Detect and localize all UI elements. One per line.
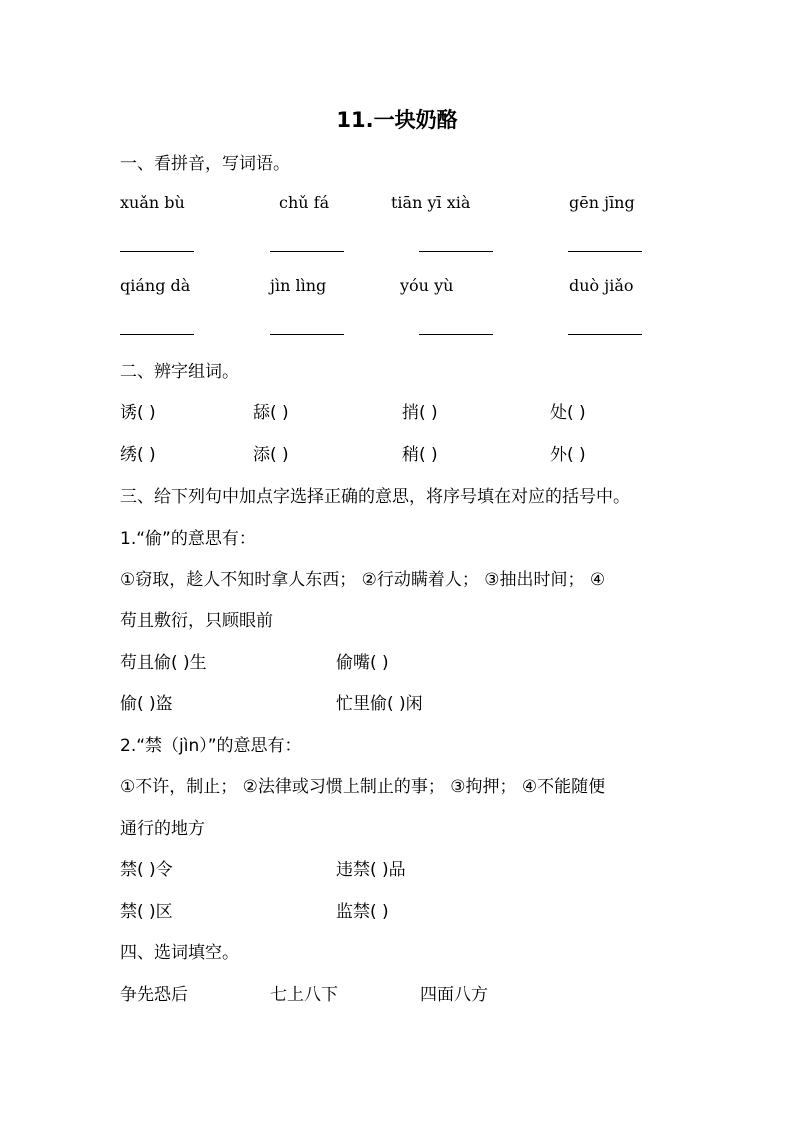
question2-label: 2.“禁（jìn）”的意思有： — [120, 736, 302, 756]
pinyin-item: yóu yù — [400, 276, 454, 295]
fill-item: 禁( )区 — [120, 902, 173, 922]
page-title: 11.一块奶酪 — [336, 108, 458, 132]
fill-item: 违禁( )品 — [336, 860, 406, 880]
fill-item: 苟且偷( )生 — [120, 653, 207, 673]
char-fill-item: 舔( ) — [253, 403, 289, 423]
pinyin-item: gēn jīng — [569, 193, 635, 212]
answer-line[interactable] — [568, 334, 642, 335]
pinyin-item: qiáng dà — [120, 276, 191, 295]
section3-heading: 三、给下列句中加点字选择正确的意思，将序号填在对应的括号中。 — [120, 487, 630, 507]
char-fill-item: 捎( ) — [402, 403, 438, 423]
fill-item: 忙里偷( )闲 — [336, 694, 423, 714]
char-fill-item: 添( ) — [253, 445, 289, 465]
pinyin-item: chǔ fá — [279, 193, 330, 212]
pinyin-item: duò jiǎo — [569, 276, 634, 295]
answer-line[interactable] — [419, 251, 493, 252]
char-fill-item: 稍( ) — [402, 445, 438, 465]
question2-meanings-cont: 通行的地方 — [120, 819, 205, 839]
question2-meanings: ①不许，制止； ②法律或习惯上制止的事； ③拘押； ④不能随便 — [120, 777, 606, 797]
answer-line[interactable] — [270, 334, 344, 335]
answer-line[interactable] — [120, 251, 194, 252]
answer-line[interactable] — [568, 251, 642, 252]
answer-line[interactable] — [419, 334, 493, 335]
char-fill-item: 绣( ) — [120, 445, 156, 465]
pinyin-item: tiān yī xià — [391, 193, 471, 212]
word-choice: 四面八方 — [420, 985, 488, 1005]
question1-label: 1.“偷”的意思有： — [120, 529, 256, 549]
char-fill-item: 外( ) — [550, 445, 586, 465]
fill-item: 禁( )令 — [120, 860, 173, 880]
pinyin-item: jìn lìng — [270, 276, 327, 295]
section4-heading: 四、选词填空。 — [120, 943, 239, 963]
section2-heading: 二、辨字组词。 — [120, 362, 239, 382]
char-fill-item: 诱( ) — [120, 403, 156, 423]
section1-heading: 一、看拼音，写词语。 — [120, 154, 290, 174]
question1-meanings-cont: 苟且敷衍，只顾眼前 — [120, 611, 273, 631]
word-choice: 七上八下 — [270, 985, 338, 1005]
fill-item: 偷嘴( ) — [336, 653, 389, 673]
answer-line[interactable] — [120, 334, 194, 335]
word-choice: 争先恐后 — [120, 985, 188, 1005]
char-fill-item: 处( ) — [550, 403, 586, 423]
pinyin-item: xuǎn bù — [120, 193, 185, 212]
fill-item: 监禁( ) — [336, 902, 389, 922]
question1-meanings: ①窃取，趁人不知时拿人东西； ②行动瞒着人； ③抽出时间； ④ — [120, 570, 606, 590]
fill-item: 偷( )盗 — [120, 694, 173, 714]
answer-line[interactable] — [270, 251, 344, 252]
